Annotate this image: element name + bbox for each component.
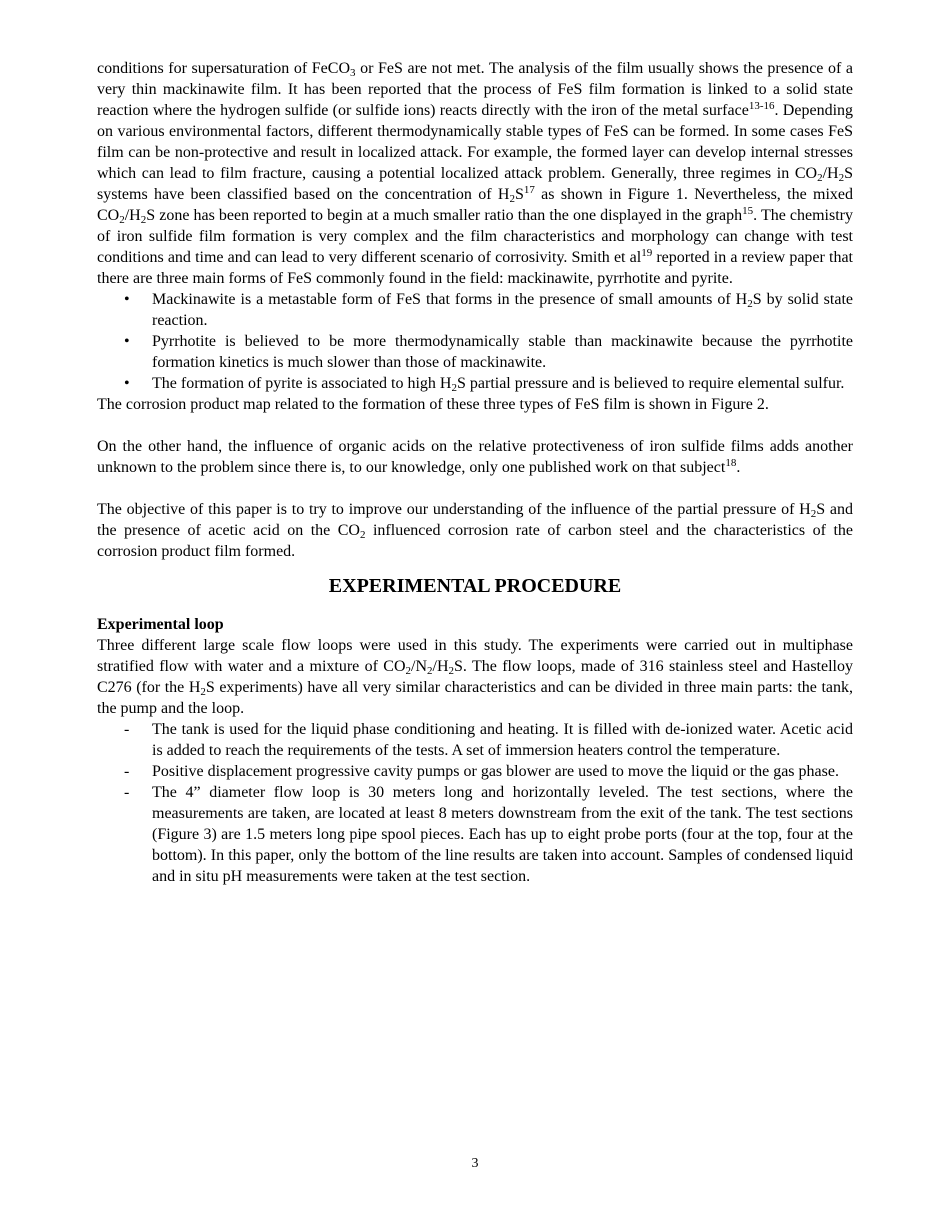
text-run: Mackinawite is a metastable form of FeS that forms in the presence of small amounts of H [152, 291, 748, 308]
list-item-pump: - Positive displacement progressive cavity pumps or gas blower are used to move the liquid or the gas phase. [97, 761, 853, 782]
text-run: S by solid state reaction. [152, 291, 853, 329]
citation-superscript: 19 [641, 247, 653, 259]
text-run: . [736, 459, 741, 476]
subscript: 3 [350, 67, 356, 79]
list-item-pyrrhotite: • Pyrrhotite is believed to be more thermodynamically stable than mackinawite because the pyrrhotite formation kinetics is much slower than those of mackinawite. [97, 331, 853, 373]
text-run: On the other hand, the influence of organic acids on the relative protectiveness of iron sulfide films adds another unknown to the problem since there is, to our knowledge, only one published work on that subject [97, 438, 853, 476]
fes-forms-list [97, 289, 853, 394]
citation-superscript: 13-16 [748, 100, 775, 112]
section-heading: EXPERIMENTAL PROCEDURE [328, 575, 622, 597]
text-run: as shown in Figure 1. Nevertheless, the mixed CO [97, 186, 854, 224]
text-run: The objective of this paper is to try to improve our understanding of the influence of the partial pressure of H [97, 501, 811, 518]
intro-paragraph [97, 58, 853, 289]
corrosion-map-paragraph: The corrosion product map related to the formation of these three types of FeS film is shown in Figure 2. [97, 396, 769, 413]
list-item-mackinawite [97, 289, 853, 331]
subscript: 2 [509, 193, 515, 205]
subscript: 2 [140, 214, 147, 226]
subscript: 2 [359, 529, 366, 541]
page-body [97, 58, 853, 887]
subscript: 2 [817, 172, 823, 184]
text-run: S zone has been reported to begin at a much smaller ratio than the one displayed in the graph [146, 207, 743, 224]
text-run: S experiments) have all very similar characteristics and can be divided in three main parts: the tank, the pump and the loop. [97, 679, 853, 717]
subscript: 2 [405, 665, 412, 677]
text-run: S and the presence of acetic acid on the CO [97, 501, 853, 539]
loop-description-paragraph [97, 635, 853, 719]
text-run: /H [432, 658, 449, 675]
text-run: . Depending on various environmental factors, different thermodynamically stable types of FeS can be formed. In some cases FeS film can be non-protective and result in localized attack. For example, the formed layer can develop internal stresses which can lead to film fracture, causing a potential localized attack problem. Generally, three regimes in CO [97, 102, 854, 182]
subscript: 2 [119, 214, 125, 226]
subscript: 2 [838, 172, 845, 184]
citation-superscript: 17 [523, 184, 535, 196]
list-item-pyrite [97, 373, 853, 394]
text-run: /H [822, 165, 839, 182]
text-run: S partial pressure and is believed to require elemental sulfur. [456, 375, 845, 392]
text-run: Three different large scale flow loops were used in this study. The experiments were carried out in multiphase stratified flow with water and a mixture of CO [97, 637, 853, 675]
page-number: 3 [471, 1156, 479, 1171]
subsection-heading: Experimental loop [97, 616, 224, 633]
text-run: influenced corrosion rate of carbon steel and the characteristics of the corrosion product film formed. [97, 522, 853, 560]
subscript: 2 [810, 508, 817, 520]
text-run: conditions for supersaturation of FeCO [97, 60, 350, 77]
text-run: S systems have been classified based on the concentration of H [97, 165, 853, 203]
text-run: /H [124, 207, 141, 224]
list-item-loop: - The 4” diameter flow loop is 30 meters long and horizontally leveled. The test sections, where the measurements are taken, are located at least 8 meters downstream from the exit of the tank. The test sections (Figure 3) are 1.5 meters long pipe spool pieces. Each has up to eight probe ports (four at the top, four at the bottom). In this paper, only the bottom of the line results are taken into account. Samples of condensed liquid and in situ pH measurements were taken at the test section. [97, 782, 853, 887]
text-run: . The chemistry of iron sulfide film formation is very complex and the film characteristics and morphology can change with test conditions and time and can lead to very different scenario of corrosivity. Smith et al [97, 207, 853, 266]
text-run: S. The flow loops, made of 316 stainless steel and Hastelloy C276 (for the H [97, 658, 853, 696]
subscript: 2 [427, 665, 433, 677]
text-run: /N [411, 658, 428, 675]
subscript: 2 [451, 382, 457, 394]
subscript: 2 [200, 686, 206, 698]
text-run: reported in a review paper that there are three main forms of FeS commonly found in the field: mackinawite, pyrrhotite and pyrite. [97, 249, 854, 287]
subscript: 2 [448, 665, 455, 677]
text-run: or FeS are not met. The analysis of the film usually shows the presence of a very thin mackinawite film. It has been reported that the process of FeS film formation is linked to a solid state reaction where the hydrogen sulfide (or sulfide ions) reacts directly with the iron of the metal surface [97, 60, 854, 119]
list-item-tank: - The tank is used for the liquid phase conditioning and heating. It is filled with de-ionized water. Acetic acid is added to reach the requirements of the tests. A set of immersion heaters control the temperature. [97, 719, 853, 761]
paragraph-gap [97, 478, 853, 499]
paragraph-gap [97, 415, 853, 436]
citation-superscript: 15 [742, 205, 754, 217]
objective-paragraph [97, 499, 853, 562]
text-run: S [514, 186, 524, 203]
text-run: The formation of pyrite is associated to high H [152, 375, 452, 392]
subscript: 2 [747, 298, 753, 310]
citation-superscript: 18 [725, 457, 737, 469]
loop-parts-list [97, 719, 853, 887]
organic-acids-paragraph [97, 436, 853, 478]
